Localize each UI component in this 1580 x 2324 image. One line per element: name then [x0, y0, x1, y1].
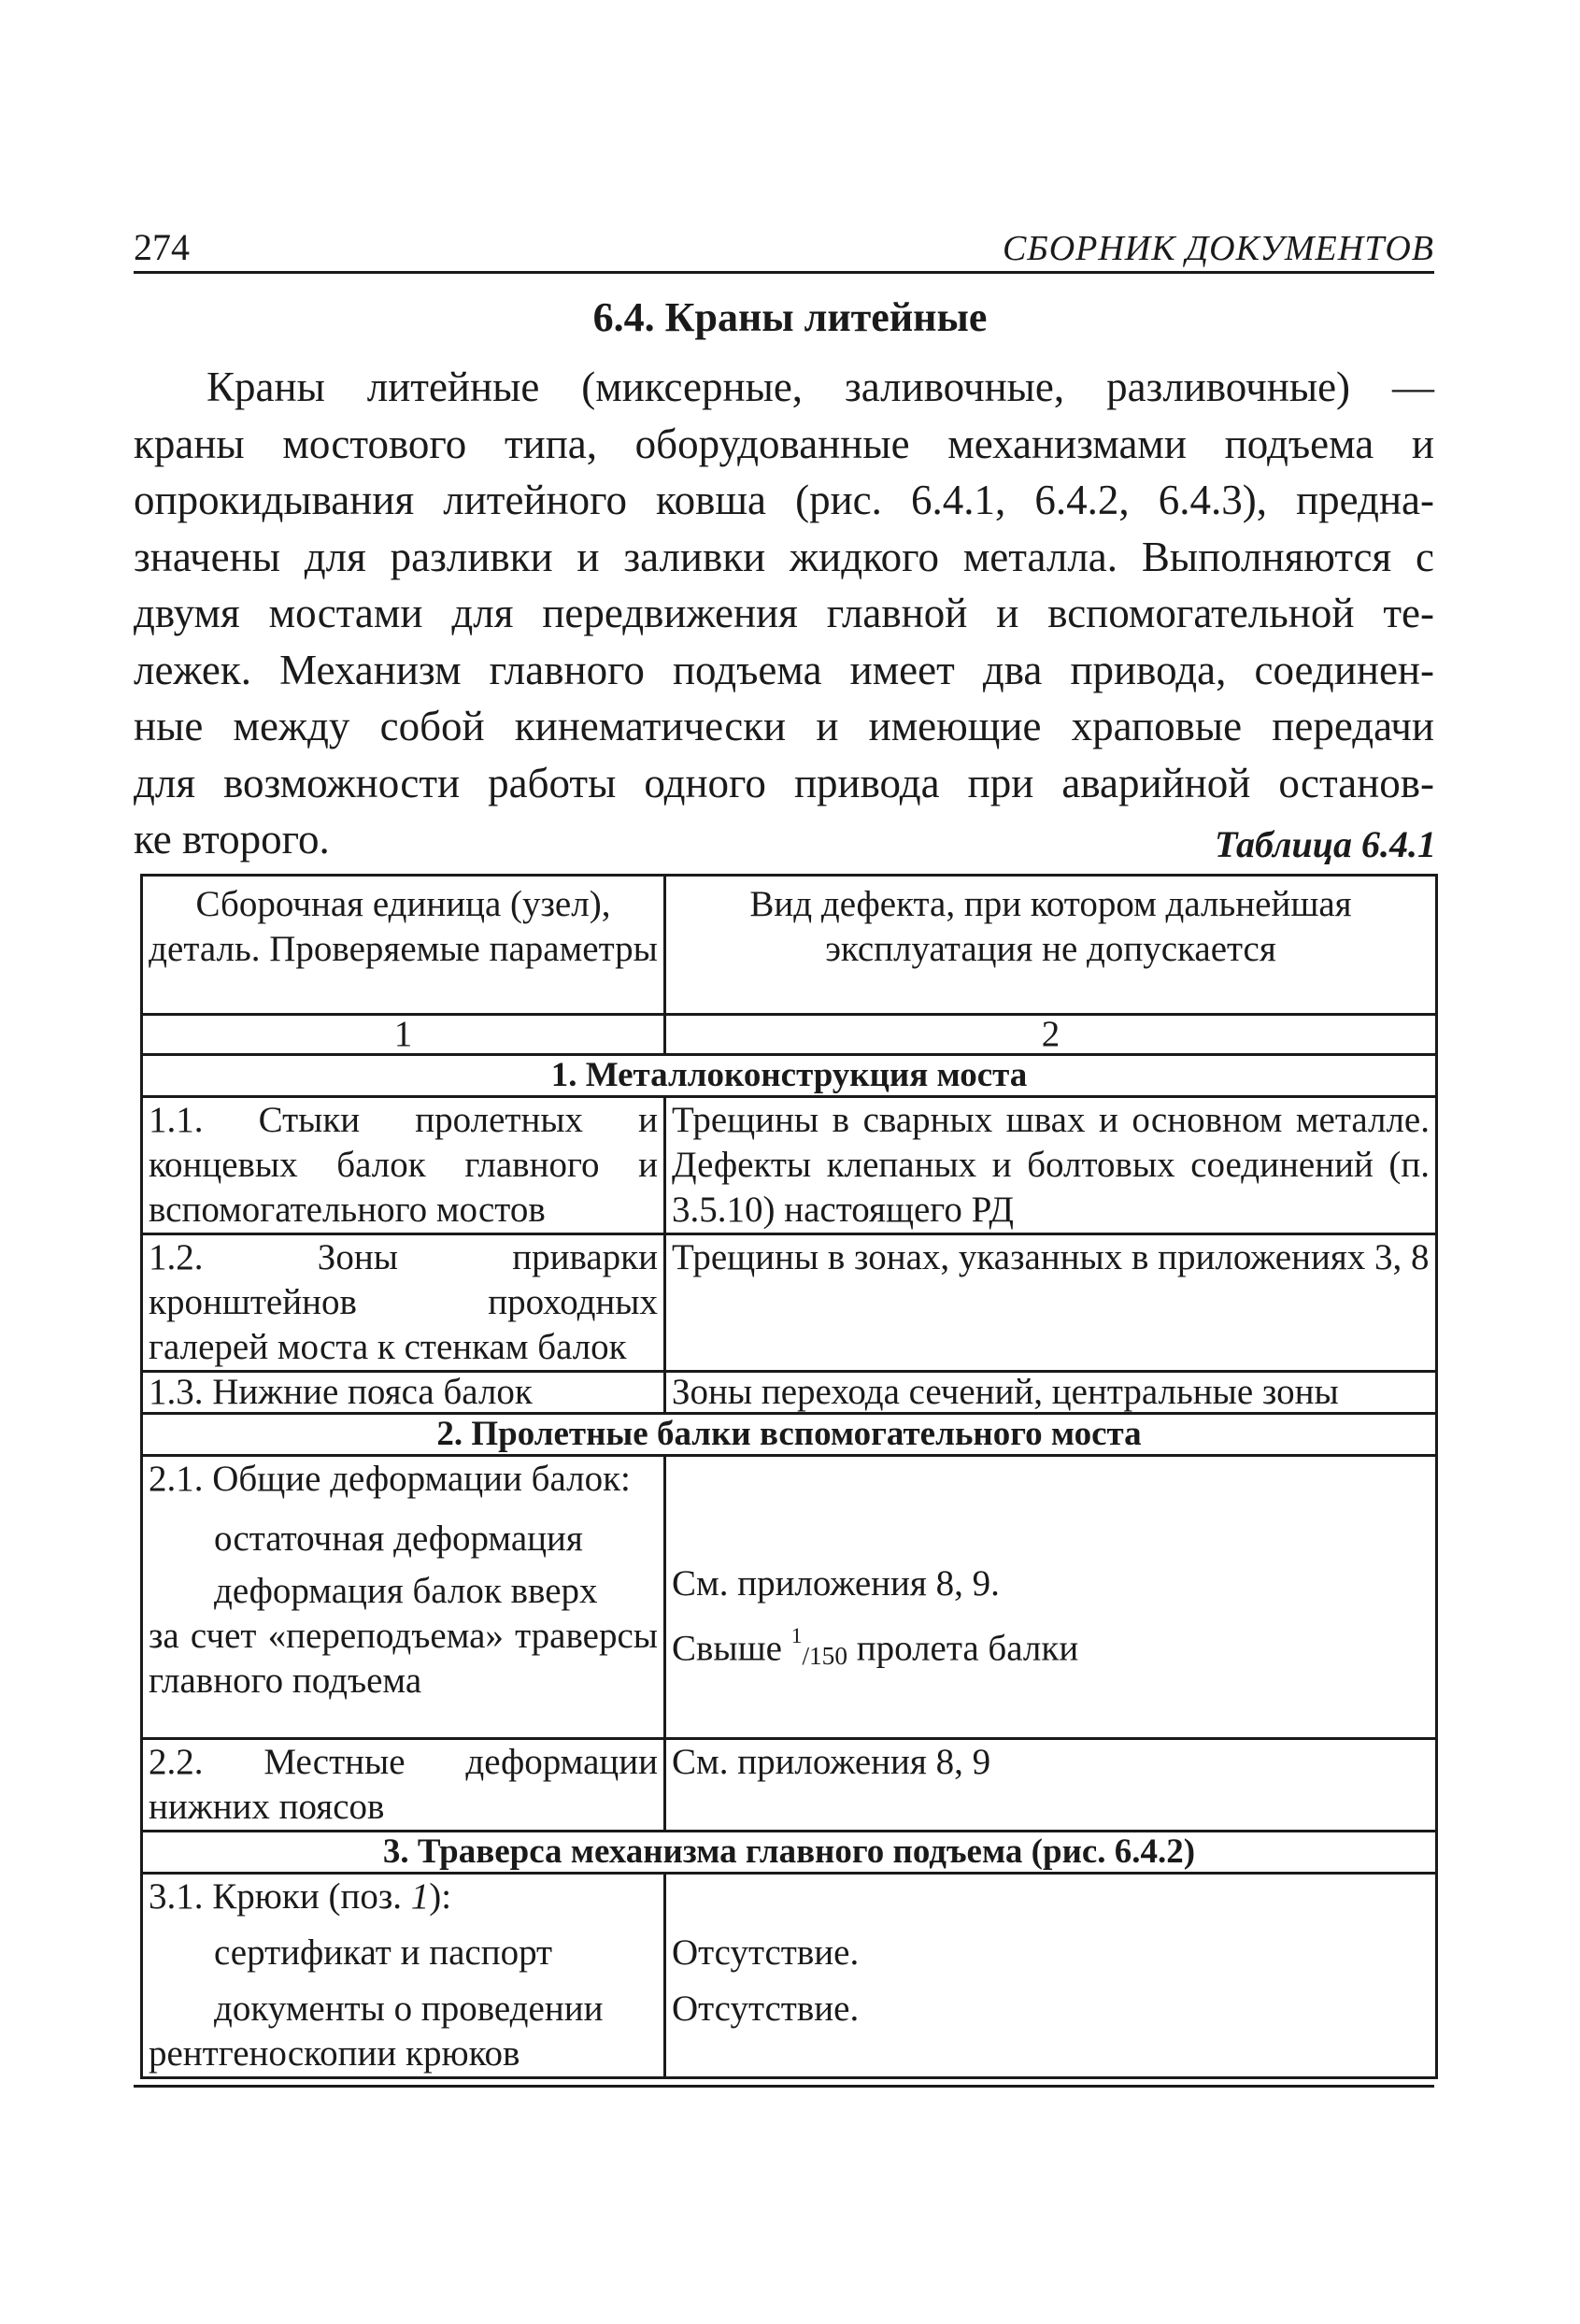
- fraction-denominator: /150: [802, 1641, 847, 1670]
- section-row: [142, 1832, 1437, 1874]
- section-row: [142, 1055, 1437, 1097]
- table-row: [142, 1234, 1437, 1372]
- table-cell: См. приложения 8, 9: [665, 1739, 1437, 1832]
- intro-paragraph: [134, 359, 1434, 868]
- cell-subitem-continuation: рентгеноскопии крюков: [149, 2033, 520, 2074]
- table-cell: Зоны перехода сечений, центральные зоны: [665, 1372, 1437, 1414]
- table-cell: 1.1. Стыки пролетных и концевых балок главного и вспомогательного мостов: [142, 1097, 665, 1234]
- column-number-row: [142, 1015, 1437, 1055]
- column-number: 1: [142, 1015, 665, 1055]
- cell-text: См. приложения 8, 9.: [672, 1563, 1000, 1604]
- paragraph-line: лежек. Механизм главного подъема имеет два привода, соединен-: [134, 646, 1434, 693]
- cell-subitem: документы о проведении: [214, 1989, 604, 2029]
- column-header: Вид дефекта, при котором дальнейшая эксплуатация не допускается: [665, 876, 1437, 1015]
- paragraph-line: для возможности работы одного привода при аварийной останов-: [134, 759, 1434, 806]
- cell-text: 2.1. Общие деформации балок:: [149, 1459, 631, 1499]
- fraction-numerator: 1: [790, 1624, 803, 1648]
- table-cell: Трещины в сварных швах и основном металле. Дефекты клепаных и болтовых соединений (п. 3.5.10) настоящего РД: [665, 1097, 1437, 1234]
- section-row: [142, 1414, 1437, 1456]
- cell-subitem: сертификат и паспорт: [214, 1932, 553, 1973]
- cell-text: Отсутствие.: [672, 1989, 860, 2029]
- table-row: [142, 1739, 1437, 1832]
- column-header: Сборочная единица (узел), деталь. Проверяемые параметры: [142, 876, 665, 1015]
- table-section-title: 1. Металлоконструкция моста: [142, 1055, 1437, 1097]
- paragraph-line: значены для разливки и заливки жидкого металла. Выполняются с: [134, 533, 1434, 580]
- table-cell: [142, 1456, 665, 1739]
- table-row: [142, 1456, 1437, 1739]
- cell-subitem-continuation: за счет «переподъема» траверсы главного подъема: [149, 1616, 658, 1701]
- cell-text-part: ):: [429, 1876, 452, 1917]
- cell-text-italic: 1: [410, 1876, 430, 1917]
- table-cell: 2.2. Местные деформации нижних поясов: [142, 1739, 665, 1832]
- cell-text-part: 3.1. Крюки (поз.: [149, 1876, 411, 1917]
- cell-text: [672, 1614, 1430, 1678]
- paragraph-line: ке второго.: [134, 816, 330, 863]
- cell-text-part: пролета балки: [847, 1628, 1079, 1669]
- table-caption: Таблица 6.4.1: [1215, 823, 1436, 865]
- table-cell: [142, 1874, 665, 2078]
- paragraph-line: краны мостового типа, оборудованные механизмами подъема и: [134, 420, 1434, 467]
- column-number: 2: [665, 1015, 1437, 1055]
- table-cell: [665, 1874, 1437, 2078]
- table-cell: 1.3. Нижние пояса балок: [142, 1372, 665, 1414]
- table-cell: [665, 1456, 1437, 1739]
- running-header: [134, 215, 1434, 274]
- page-number: 274: [134, 226, 190, 268]
- table-header-row: [142, 876, 1437, 1015]
- paragraph-line: Краны литейные (миксерные, заливочные, разливочные) —: [206, 364, 1434, 410]
- table-section-title: 3. Траверса механизма главного подъема (рис. 6.4.2): [142, 1832, 1437, 1874]
- cell-text: [149, 1875, 658, 1919]
- table-section-title: 2. Пролетные балки вспомогательного моста: [142, 1414, 1437, 1456]
- table-row: [142, 1372, 1437, 1414]
- paragraph-line: ные между собой кинематически и имеющие храповые передачи: [134, 703, 1434, 749]
- cell-subitem: остаточная деформация: [214, 1518, 583, 1559]
- section-title: 6.4. Краны литейные: [592, 294, 988, 340]
- paragraph-line: двумя мостами для передвижения главной и вспомогательной те-: [134, 590, 1434, 636]
- cell-text-part: Свыше: [672, 1628, 791, 1669]
- cell-text: Отсутствие.: [672, 1932, 860, 1973]
- paragraph-line: опрокидывания литейного ковша (рис. 6.4.1, 6.4.2, 6.4.3), предна-: [134, 477, 1434, 523]
- table-cell: Трещины в зонах, указанных в приложениях 3, 8: [665, 1234, 1437, 1372]
- running-title: СБОРНИК ДОКУМЕНТОВ: [1002, 229, 1434, 268]
- cell-subitem: деформация балок вверх: [214, 1571, 598, 1611]
- table-row: [142, 1097, 1437, 1234]
- bottom-rule: [134, 2085, 1434, 2088]
- table-row: [142, 1874, 1437, 2078]
- table-cell: 1.2. Зоны приварки кронштейнов проходных галерей моста к стенкам балок: [142, 1234, 665, 1372]
- defects-table: [140, 874, 1438, 2079]
